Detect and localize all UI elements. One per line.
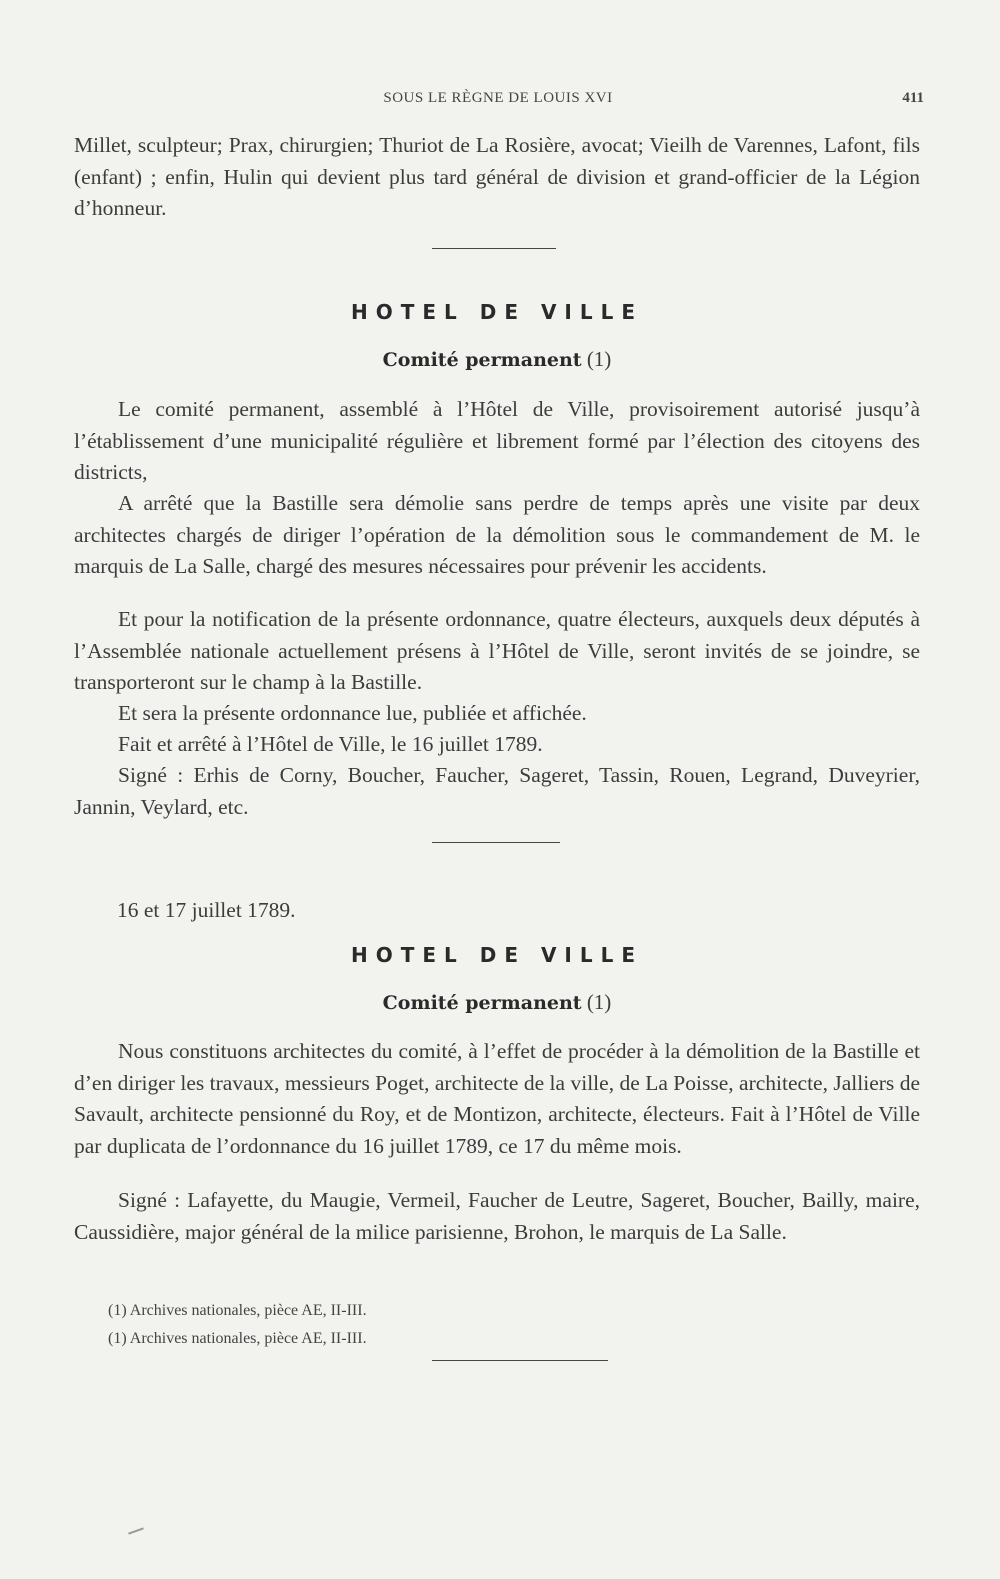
page-number: 411 [902,90,924,106]
running-header-title: SOUS LE RÈGNE DE LOUIS XVI [383,90,613,106]
section-subtitle [74,990,920,1015]
footer-rule [432,1360,608,1361]
footnote-reference: (1) [586,347,612,371]
section-title: HOTEL DE VILLE [350,943,644,967]
footnote: (1) Archives nationales, pièce AE, II-III. [108,1302,367,1319]
paragraph: Signé : Lafayette, du Maugie, Vermeil, Faucher de Leutre, Sageret, Boucher, Bailly, maire, Caussidière, major général de la milice parisienne, Brohon, le marquis de La Salle. [74,1188,920,1244]
paragraph: Et sera la présente ordonnance lue, publiée et affichée. [118,701,587,725]
section-subtitle [74,347,920,372]
section-divider [432,842,560,843]
ink-mark [128,1527,144,1534]
paragraph: A arrêté que la Bastille sera démolie sans perdre de temps après une visite par deux architectes chargés de diriger l’opération de la démolition sous le commandement de M. le marquis de La Salle, chargé des mesures nécessaires pour prévenir les accidents. [74,491,920,578]
paragraph: Nous constituons architectes du comité, à l’effet de procéder à la démolition de la Bastille et d’en diriger les travaux, messieurs Poget, architecte de la ville, de La Poisse, architecte, Jalliers de Savault, architecte pensionné du Roy, et de Montizon, architecte, électeurs. Fait à l’Hôtel de Ville par duplicata de l’ordonnance du 16 juillet 1789, ce 17 du même mois. [74,1039,920,1158]
paragraph: Fait et arrêté à l’Hôtel de Ville, le 16 juillet 1789. [118,732,543,756]
section-title: HOTEL DE VILLE [350,300,644,324]
paragraph: Signé : Erhis de Corny, Boucher, Faucher, Sageret, Tassin, Rouen, Legrand, Duveyrier, Jannin, Veylard, etc. [74,763,920,819]
running-header [72,90,924,112]
section-divider [432,248,556,249]
subtitle-text: Comité permanent [382,992,582,1014]
footnote-reference: (1) [586,990,612,1014]
intro-paragraph: Millet, sculpteur; Prax, chirurgien; Thuriot de La Rosière, avocat; Vieilh de Varennes, Lafont, fils (enfant) ; enfin, Hulin qui devient plus tard général de division et grand-officier de la Légion d’honneur. [74,133,920,220]
paragraph: Le comité permanent, assemblé à l’Hôtel de Ville, provisoirement autorisé jusqu’à l’établissement d’une municipalité régulière et librement formé par l’élection des citoyens des districts, [74,397,920,484]
date-line: 16 et 17 juillet 1789. [117,898,296,922]
subtitle-text: Comité permanent [382,349,582,371]
footnote: (1) Archives nationales, pièce AE, II-III. [108,1330,367,1347]
paragraph: Et pour la notification de la présente ordonnance, quatre électeurs, auxquels deux députés à l’Assemblée nationale actuellement présens à l’Hôtel de Ville, seront invités de se joindre, se transporteront sur le champ à la Bastille. [74,607,920,694]
